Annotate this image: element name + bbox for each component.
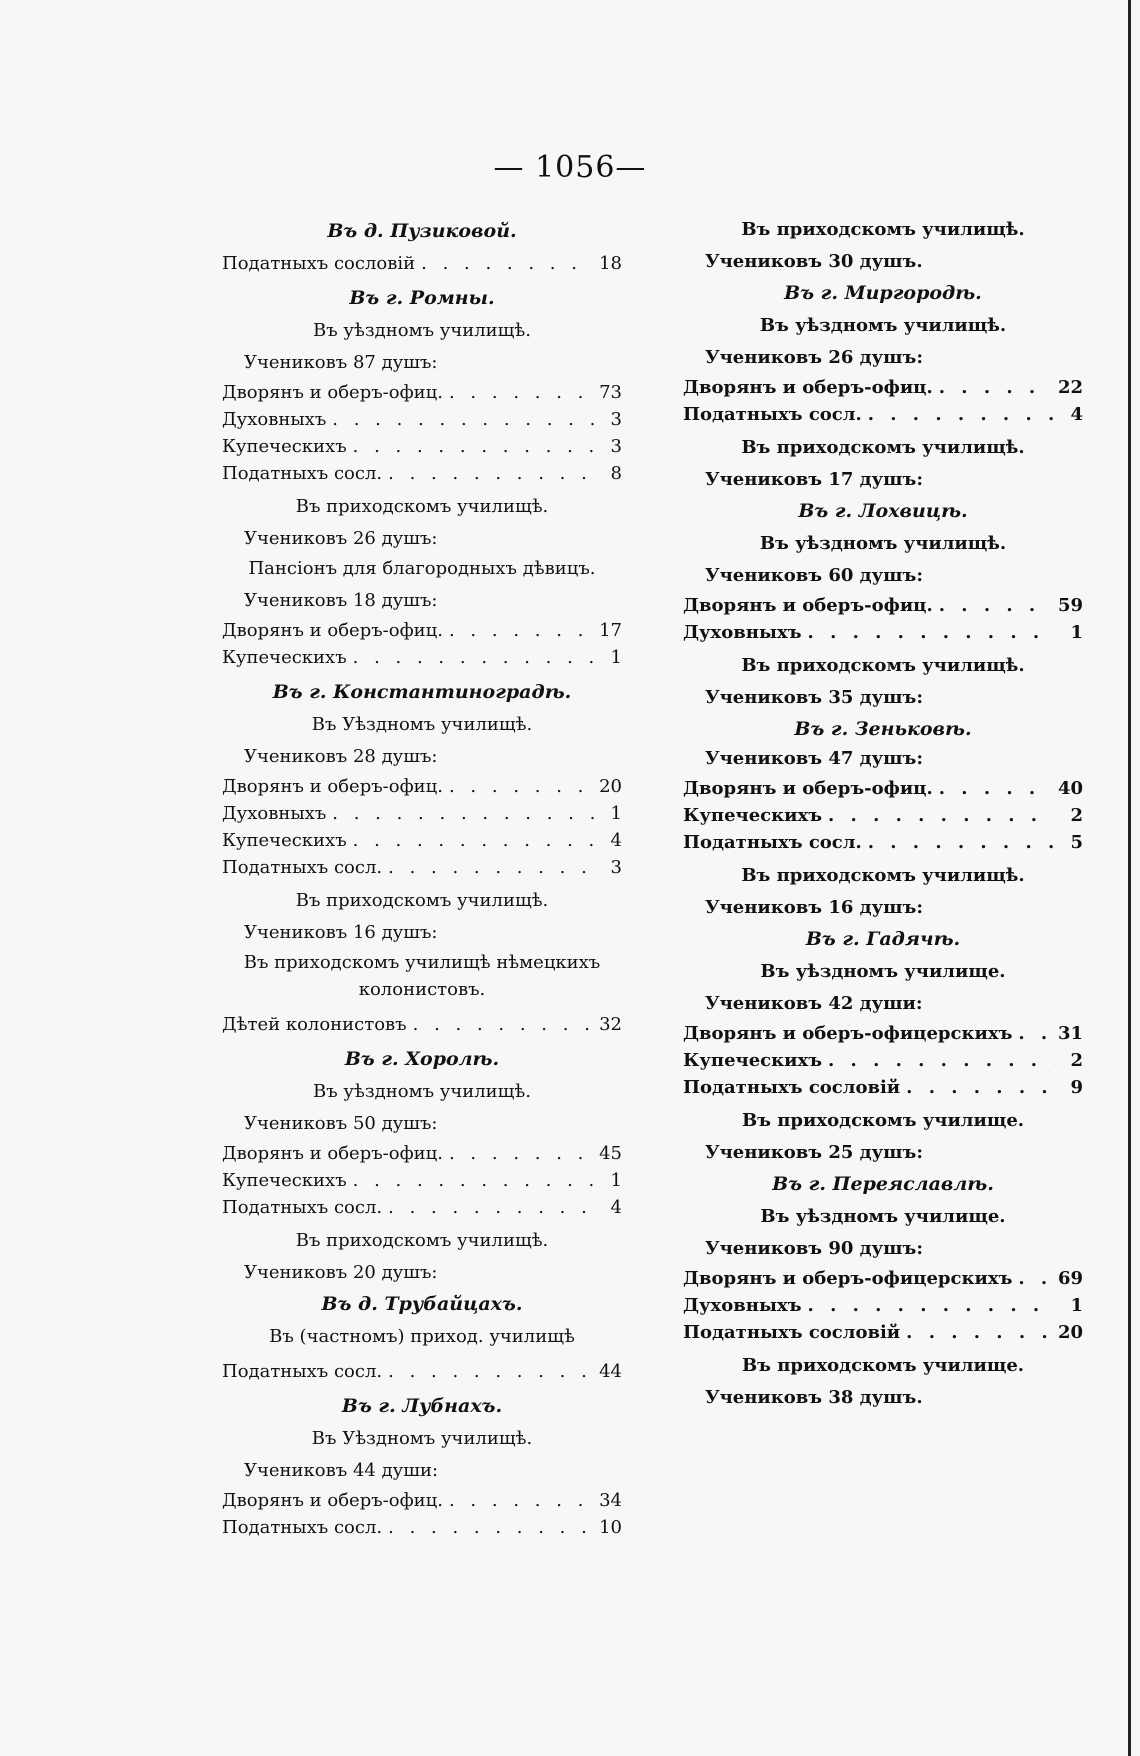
row-label: Купеческихъ (222, 1170, 347, 1191)
row-value: 8 (610, 463, 622, 484)
school-heading: Въ уѣздномъ училище. (760, 1206, 1006, 1227)
row-value: 69 (1057, 1268, 1083, 1289)
leader-dots (808, 1292, 1055, 1319)
page-edge-line (1128, 0, 1131, 1756)
school-heading: Въ уѣздномъ училищѣ. (313, 1081, 531, 1102)
leader-dots (1018, 1020, 1052, 1047)
count-row (222, 1167, 622, 1194)
student-count: Учениковъ 47 душъ: (705, 748, 923, 769)
student-count: Учениковъ 16 душъ: (244, 922, 438, 943)
row-label: Купеческихъ (683, 805, 822, 826)
right-column (683, 210, 1083, 1414)
leader-dots (828, 802, 1055, 829)
row-label: Дворянъ и оберъ-офиц. (222, 620, 443, 641)
count-row (683, 592, 1083, 619)
school-heading: Въ приходскомъ училищѣ. (741, 655, 1025, 676)
row-value: 20 (1057, 1322, 1083, 1343)
count-row (683, 1020, 1083, 1047)
leader-dots (868, 401, 1055, 428)
school-heading: Въ приходскомъ училищѣ. (741, 865, 1025, 886)
row-label: Дворянъ и оберъ-офиц. (683, 595, 933, 616)
student-count: Учениковъ 25 душъ: (705, 1142, 923, 1163)
row-label: Податныхъ сосл. (222, 463, 383, 484)
count-row (683, 802, 1083, 829)
leader-dots (353, 1167, 594, 1194)
city-heading: Въ г. Константиноградѣ. (272, 681, 572, 703)
student-count: Учениковъ 90 душъ: (705, 1238, 923, 1259)
leader-dots (332, 800, 594, 827)
count-row (683, 1265, 1083, 1292)
school-heading: Въ приходскомъ училищѣ. (295, 496, 549, 517)
row-label: Дворянъ и оберъ-офицерскихъ (683, 1268, 1013, 1289)
city-heading: Въ д. Пузиковой. (327, 220, 517, 242)
row-value: 3 (610, 409, 622, 430)
row-label: Податныхъ сосл. (222, 1361, 383, 1382)
count-row (222, 460, 622, 487)
city-heading: Въ г. Ромны. (349, 287, 495, 309)
leader-dots (332, 406, 594, 433)
row-label: Дворянъ и оберъ-офиц. (222, 382, 443, 403)
row-value: 1 (610, 647, 622, 668)
count-row (222, 1358, 622, 1385)
leader-dots (421, 250, 593, 277)
row-value: 4 (1070, 404, 1083, 425)
school-heading: Въ приходскомъ училищѣ. (295, 890, 549, 911)
student-count: Учениковъ 42 души: (705, 993, 923, 1014)
left-column (222, 210, 622, 1541)
count-row (222, 800, 622, 827)
count-row (222, 406, 622, 433)
school-heading: Въ Уѣздномъ училищѣ. (311, 714, 533, 735)
leader-dots (906, 1319, 1052, 1346)
leader-dots (413, 1011, 593, 1038)
school-heading: Въ приходскомъ училищѣ нѣмецкихъ колонистовъ. (243, 952, 601, 1000)
count-row (222, 644, 622, 671)
row-label: Податныхъ сосл. (222, 1517, 383, 1538)
count-row (683, 1292, 1083, 1319)
count-row (222, 1011, 622, 1038)
row-value: 18 (599, 253, 622, 274)
leader-dots (388, 1514, 593, 1541)
row-value: 2 (1070, 805, 1083, 826)
row-value: 4 (610, 830, 622, 851)
count-row (222, 433, 622, 460)
row-label: Дворянъ и оберъ-офиц. (222, 1490, 443, 1511)
school-heading: Въ Уѣздномъ училищѣ. (311, 1428, 533, 1449)
row-label: Дворянъ и оберъ-офиц. (683, 778, 933, 799)
count-row (222, 1514, 622, 1541)
leader-dots (939, 775, 1052, 802)
student-count: Учениковъ 18 душъ: (244, 590, 438, 611)
row-value: 3 (610, 436, 622, 457)
count-row (222, 1194, 622, 1221)
leader-dots (868, 829, 1055, 856)
count-row (683, 829, 1083, 856)
leader-dots (449, 1140, 593, 1167)
leader-dots (353, 644, 594, 671)
row-label: Духовныхъ (222, 409, 327, 430)
student-count: Учениковъ 16 душъ: (705, 897, 923, 918)
row-value: 1 (1070, 1295, 1083, 1316)
school-heading: Пансіонъ для благородныхъ дѣвицъ. (248, 558, 596, 579)
student-count: Учениковъ 28 душъ: (244, 746, 438, 767)
count-row (222, 827, 622, 854)
leader-dots (353, 827, 594, 854)
leader-dots (353, 433, 594, 460)
row-label: Податныхъ сосл. (222, 1197, 383, 1218)
row-label: Дворянъ и оберъ-офиц. (683, 377, 933, 398)
leader-dots (449, 617, 593, 644)
count-row (222, 250, 622, 277)
city-heading: Въ г. Гадячѣ. (805, 928, 961, 950)
row-value: 44 (599, 1361, 622, 1382)
student-count: Учениковъ 50 душъ: (244, 1113, 438, 1134)
row-label: Податныхъ сосл. (222, 857, 383, 878)
leader-dots (388, 460, 594, 487)
leader-dots (1018, 1265, 1052, 1292)
row-value: 31 (1057, 1023, 1083, 1044)
count-row (222, 1487, 622, 1514)
row-label: Купеческихъ (683, 1050, 822, 1071)
school-heading: Въ приходскомъ училищѣ. (295, 1230, 549, 1251)
student-count: Учениковъ 38 душъ. (705, 1387, 923, 1408)
leader-dots (388, 1194, 594, 1221)
row-value: 3 (610, 857, 622, 878)
row-value: 40 (1057, 778, 1083, 799)
student-count: Учениковъ 26 душъ: (705, 347, 923, 368)
row-label: Податныхъ сословій (683, 1077, 901, 1098)
row-label: Податныхъ сословій (222, 253, 416, 274)
count-row (222, 854, 622, 881)
row-value: 10 (599, 1517, 622, 1538)
row-value: 45 (599, 1143, 622, 1164)
city-heading: Въ г. Хоролѣ. (344, 1048, 500, 1070)
row-label: Податныхъ сословій (683, 1322, 901, 1343)
student-count: Учениковъ 35 душъ: (705, 687, 923, 708)
school-heading: Въ приходскомъ училище. (741, 1355, 1025, 1376)
row-label: Дворянъ и оберъ-офицерскихъ (683, 1023, 1013, 1044)
count-row (683, 619, 1083, 646)
school-heading: Въ приходскомъ училище. (741, 1110, 1025, 1131)
city-heading: Въ г. Переяславлѣ. (772, 1173, 994, 1195)
row-label: Духовныхъ (683, 622, 802, 643)
city-heading: Въ г. Лохвицѣ. (798, 500, 968, 522)
leader-dots (449, 379, 593, 406)
count-row (683, 1047, 1083, 1074)
leader-dots (808, 619, 1055, 646)
row-value: 20 (599, 776, 622, 797)
row-label: Купеческихъ (222, 647, 347, 668)
leader-dots (939, 374, 1052, 401)
count-row (683, 775, 1083, 802)
leader-dots (939, 592, 1052, 619)
row-value: 5 (1070, 832, 1083, 853)
row-label: Дворянъ и оберъ-офиц. (222, 776, 443, 797)
row-value: 17 (599, 620, 622, 641)
leader-dots (449, 773, 593, 800)
school-heading: Въ уѣздномъ училище. (760, 961, 1006, 982)
row-value: 1 (610, 1170, 622, 1191)
count-row (222, 1140, 622, 1167)
row-label: Купеческихъ (222, 436, 347, 457)
count-row (222, 379, 622, 406)
row-value: 2 (1070, 1050, 1083, 1071)
student-count: Учениковъ 30 душъ. (705, 251, 923, 272)
row-label: Купеческихъ (222, 830, 347, 851)
count-row (222, 617, 622, 644)
school-heading: Въ уѣздномъ училищѣ. (759, 533, 1007, 554)
leader-dots (449, 1487, 593, 1514)
city-heading: Въ д. Трубайцахъ. (321, 1293, 523, 1315)
row-value: 22 (1057, 377, 1083, 398)
leader-dots (388, 1358, 593, 1385)
school-heading: Въ приходскомъ училищѣ. (741, 437, 1025, 458)
count-row (683, 1319, 1083, 1346)
school-heading: Въ уѣздномъ училищѣ. (313, 320, 531, 341)
count-row (222, 773, 622, 800)
student-count: Учениковъ 17 душъ: (705, 469, 923, 490)
student-count: Учениковъ 20 душъ: (244, 1262, 438, 1283)
leader-dots (906, 1074, 1055, 1101)
student-count: Учениковъ 26 душъ: (244, 528, 438, 549)
count-row (683, 1074, 1083, 1101)
row-label: Духовныхъ (683, 1295, 802, 1316)
school-heading: Въ приходскомъ училищѣ. (741, 219, 1025, 240)
row-value: 59 (1057, 595, 1083, 616)
row-label: Дѣтей колонистовъ (222, 1014, 407, 1035)
student-count: Учениковъ 87 душъ: (244, 352, 438, 373)
school-heading: Въ уѣздномъ училищѣ. (759, 315, 1007, 336)
row-label: Дворянъ и оберъ-офиц. (222, 1143, 443, 1164)
leader-dots (388, 854, 594, 881)
city-heading: Въ г. Лубнахъ. (341, 1395, 503, 1417)
city-heading: Въ г. Зеньковѣ. (794, 718, 972, 740)
leader-dots (828, 1047, 1055, 1074)
row-value: 1 (1070, 622, 1083, 643)
count-row (683, 401, 1083, 428)
school-heading: Въ (частномъ) приход. училищѣ (269, 1326, 575, 1347)
student-count: Учениковъ 44 души: (244, 1460, 439, 1481)
row-value: 4 (610, 1197, 622, 1218)
row-value: 32 (599, 1014, 622, 1035)
row-label: Духовныхъ (222, 803, 327, 824)
city-heading: Въ г. Миргородѣ. (784, 282, 982, 304)
page-number: — 1056— (493, 150, 647, 185)
row-value: 9 (1070, 1077, 1083, 1098)
student-count: Учениковъ 60 душъ: (705, 565, 923, 586)
row-label: Податныхъ сосл. (683, 404, 862, 425)
row-value: 34 (599, 1490, 622, 1511)
row-value: 1 (610, 803, 622, 824)
count-row (683, 374, 1083, 401)
row-label: Податныхъ сосл. (683, 832, 862, 853)
row-value: 73 (599, 382, 622, 403)
